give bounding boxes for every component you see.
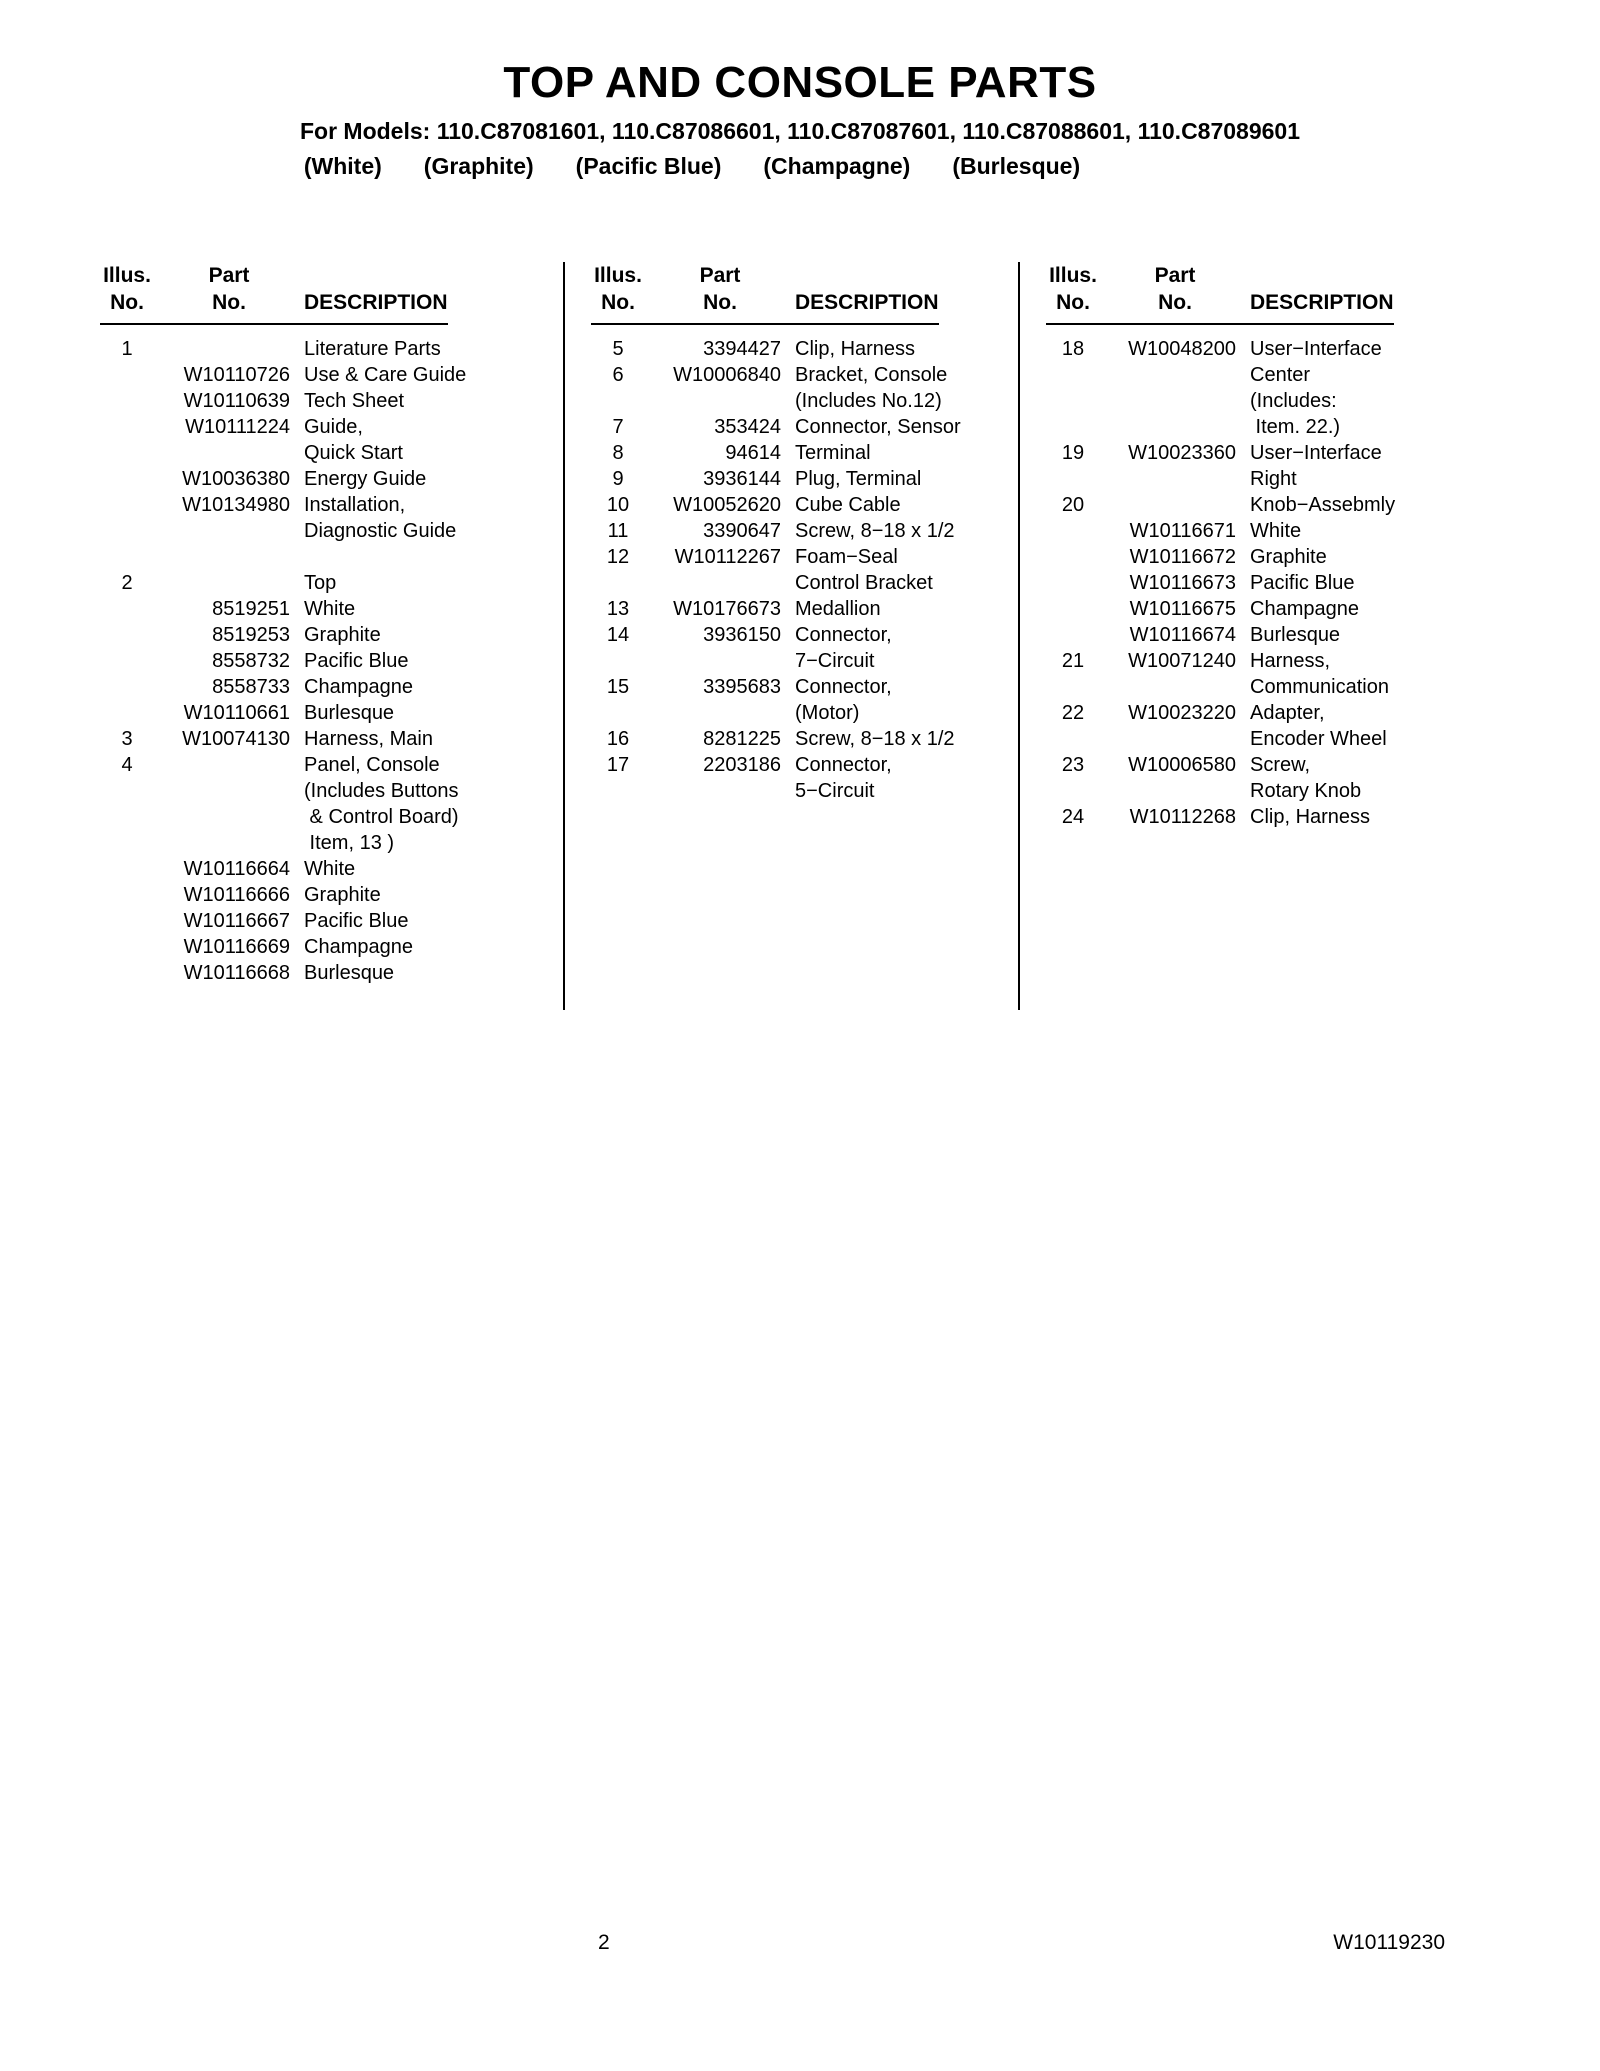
illus-no [100,960,154,986]
part-no-header-cell [1114,262,1236,316]
part-no: W10006840 [673,364,781,386]
illus-no [100,856,154,882]
description: Right [1250,468,1297,490]
table-row [100,752,563,778]
part-no: W10052620 [673,494,781,516]
illus-no [100,362,154,388]
description: Harness, [1250,650,1331,672]
illus-no-header: No. [601,291,635,314]
description: Connector, Sensor [795,416,961,438]
description: Graphite [304,624,381,646]
table-row [1046,388,1460,414]
part-no: W10116667 [183,910,290,932]
description: (Includes Buttons [304,780,459,802]
illus-no [100,596,154,622]
description: Adapter, [1250,702,1325,724]
part-no: W10006580 [1128,754,1236,776]
document-number: W10119230 [1333,1931,1445,1954]
parts-column [1020,262,1460,1010]
description: Bracket, Console [795,364,948,386]
description: & Control Board) [304,806,459,828]
part-no: W10116666 [183,884,290,906]
table-row [591,388,1018,414]
part-header: Part [208,264,250,287]
description: White [304,858,356,880]
description: Burlesque [304,962,395,984]
description: Pacific Blue [304,650,409,672]
table-row [1046,804,1460,830]
description: (Includes: [1250,390,1337,412]
illus-no [1046,622,1100,648]
illus-no-header: No. [1056,291,1090,314]
description: Foam−Seal [795,546,898,568]
description [304,544,563,570]
table-row [100,518,563,544]
part-no: W10116669 [183,936,290,958]
part-header: Part [699,264,741,287]
description-header: DESCRIPTION [1250,291,1394,314]
table-row [591,518,1018,544]
illus-no [591,778,645,804]
column-header [1046,262,1394,325]
part-no [1114,492,1236,518]
description: 5−Circuit [795,780,875,802]
part-no [659,778,781,804]
part-no-header-cell [168,262,290,316]
column-rows [1046,336,1460,830]
table-row [100,856,563,882]
illus-no: 2 [121,572,133,594]
part-no: W10112268 [1129,806,1236,828]
illus-no: 8 [612,442,624,464]
illus-no: 11 [607,520,629,542]
table-row [591,544,1018,570]
description: Champagne [304,676,413,698]
description: Screw, 8−18 x 1/2 [795,520,955,542]
part-no: W10023360 [1128,442,1236,464]
description: Connector, [795,676,892,698]
part-no-header-cell [659,262,781,316]
illus-no: 3 [121,728,133,750]
description: Center [1250,364,1311,386]
description: Burlesque [1250,624,1341,646]
document-header [0,58,1600,180]
table-row [100,414,563,440]
description-header: DESCRIPTION [795,291,939,314]
table-row [100,362,563,388]
description-header-cell [304,262,448,316]
illus-no: 18 [1061,338,1085,360]
description: User−Interface [1250,338,1382,360]
part-no: W10116674 [1129,624,1236,646]
illus-no [591,700,645,726]
part-no: 3394427 [703,338,781,360]
column-rows [100,336,563,986]
description: Graphite [304,884,381,906]
description-header-cell [795,262,939,316]
description: Installation, [304,494,406,516]
illus-no [591,648,645,674]
table-row [591,336,1018,362]
illus-no [1046,674,1100,700]
color-variant: (White) [303,153,382,179]
description: Champagne [1250,598,1359,620]
table-row [100,492,563,518]
description: Knob−Assebmly [1250,494,1396,516]
part-no [168,518,290,544]
description: Communication [1250,676,1389,698]
part-header: Part [1154,264,1196,287]
table-row [591,778,1018,804]
part-no: W10116664 [183,858,290,880]
part-no: W10116672 [1129,546,1236,568]
description: Use & Care Guide [304,364,467,386]
part-no [168,440,290,466]
illus-no: 7 [612,416,624,438]
part-no-header: No. [212,291,246,314]
parts-table [100,262,1460,1010]
illus-no [100,388,154,414]
part-no: W10111224 [185,416,290,438]
table-row [100,830,563,856]
illus-no [1046,518,1100,544]
description: Panel, Console [304,754,440,776]
illus-no-header-cell [591,262,645,316]
table-row [591,362,1018,388]
part-no: 353424 [714,416,781,438]
illus-no-header-cell [1046,262,1100,316]
part-no [168,336,290,362]
part-no-header: No. [1158,291,1192,314]
table-row [100,596,563,622]
illus-no: 14 [606,624,630,646]
illus-no [591,570,645,596]
table-row [591,596,1018,622]
illus-no: 6 [612,364,624,386]
part-no: 8558733 [212,676,290,698]
table-row [100,336,563,362]
table-row [100,388,563,414]
part-no [1114,388,1236,414]
part-no [168,752,290,778]
illus-no: 24 [1061,806,1085,828]
description: Connector, [795,624,892,646]
color-variant: (Graphite) [423,153,534,179]
description: Literature Parts [304,338,441,360]
illus-no [100,804,154,830]
illus-no: 19 [1061,442,1085,464]
models-line: For Models: 110.C87081601, 110.C87086601, 110.C87087601, 110.C87088601, 110.C87089601 [299,118,1301,144]
part-no [168,778,290,804]
illus-no [1046,726,1100,752]
description: Pacific Blue [1250,572,1355,594]
part-no: W10110639 [183,390,290,412]
illus-no [1046,544,1100,570]
description: Screw, 8−18 x 1/2 [795,728,955,750]
part-no: W10071240 [1128,650,1236,672]
part-no: 3936144 [703,468,781,490]
illus-no [100,882,154,908]
table-row [591,726,1018,752]
table-row [100,960,563,986]
illus-no-header: No. [110,291,144,314]
table-row [100,778,563,804]
part-no: W10116668 [183,962,290,984]
illus-no: 9 [612,468,624,490]
illus-no: 20 [1061,494,1085,516]
illus-no-header-cell [100,262,154,316]
part-no [659,700,781,726]
table-row [591,414,1018,440]
part-no: 8558732 [212,650,290,672]
table-row [1046,726,1460,752]
description: Clip, Harness [795,338,916,360]
table-row [1046,674,1460,700]
illus-no [1046,570,1100,596]
illus-no [100,492,154,518]
description: Top [304,572,337,594]
table-row [1046,466,1460,492]
illus-no [1046,414,1100,440]
description: (Motor) [795,702,860,724]
table-row [100,804,563,830]
page-title: TOP AND CONSOLE PARTS [503,58,1097,107]
table-row [591,492,1018,518]
description: User−Interface [1250,442,1382,464]
table-row [100,882,563,908]
description: Terminal [795,442,871,464]
illus-no [100,414,154,440]
part-no: W10048200 [1128,338,1236,360]
part-no: 2203186 [703,754,781,776]
illus-no [100,830,154,856]
color-variant: (Champagne) [763,153,911,179]
illus-no: 13 [606,598,630,620]
part-no [659,388,781,414]
part-no: W10074130 [182,728,290,750]
description: Quick Start [304,442,403,464]
table-row [1046,440,1460,466]
illus-no: 15 [606,676,630,698]
part-no: 8519251 [212,598,290,620]
table-row [1046,622,1460,648]
table-row [1046,778,1460,804]
illus-no [591,388,645,414]
description: Item, 13 ) [304,832,395,854]
illus-no [100,518,154,544]
illus-no [1046,362,1100,388]
description: Cube Cable [795,494,901,516]
description-header: DESCRIPTION [304,291,448,314]
table-row [591,648,1018,674]
part-no: W10023220 [1128,702,1236,724]
illus-no [100,934,154,960]
part-no: 8519253 [212,624,290,646]
part-no [1114,726,1236,752]
table-row [591,752,1018,778]
description: Clip, Harness [1250,806,1371,828]
table-row [591,674,1018,700]
part-no: W10110726 [183,364,290,386]
illus-no [1046,596,1100,622]
description: Connector, [795,754,892,776]
description: White [304,598,356,620]
column-header [591,262,939,325]
table-row [591,700,1018,726]
column-rows [591,336,1018,804]
part-no [1114,414,1236,440]
illus-no: 23 [1061,754,1085,776]
page-number: 2 [598,1931,610,1954]
part-no [168,570,290,596]
table-row [1046,544,1460,570]
illus-no [1046,778,1100,804]
table-row [100,466,563,492]
table-row [591,570,1018,596]
illus-no [100,622,154,648]
part-no [168,804,290,830]
description: Rotary Knob [1250,780,1362,802]
table-row [591,466,1018,492]
description: Screw, [1250,754,1311,776]
illus-no [100,648,154,674]
part-no: W10112267 [674,546,781,568]
table-row [1046,648,1460,674]
description: Energy Guide [304,468,427,490]
illus-no: 12 [606,546,630,568]
table-row [1046,414,1460,440]
part-no: 3390647 [703,520,781,542]
part-no: 8281225 [703,728,781,750]
part-no [168,830,290,856]
illus-no [100,674,154,700]
illus-no: 22 [1061,702,1085,724]
table-row [100,570,563,596]
table-row [591,440,1018,466]
description: 7−Circuit [795,650,875,672]
description: Diagnostic Guide [304,520,457,542]
table-row [100,700,563,726]
part-no: W10110661 [183,702,290,724]
color-variant: (Burlesque) [952,153,1081,179]
illus-no: 16 [606,728,630,750]
part-no [1114,466,1236,492]
part-no [1114,674,1236,700]
table-row [1046,362,1460,388]
description: (Includes No.12) [795,390,942,412]
part-no: 3936150 [703,624,781,646]
description: Champagne [304,936,413,958]
illus-no: 21 [1061,650,1085,672]
table-row [1046,518,1460,544]
table-row [100,622,563,648]
part-no: W10116673 [1129,572,1236,594]
description: Medallion [795,598,881,620]
description: Item. 22.) [1250,416,1341,438]
description: White [1250,520,1302,542]
spacer-row [100,544,563,570]
description: Harness, Main [304,728,433,750]
description: Pacific Blue [304,910,409,932]
description: Encoder Wheel [1250,728,1387,750]
illus-no [100,700,154,726]
illus-header: Illus. [1049,264,1097,287]
illus-no [1046,466,1100,492]
description: Control Bracket [795,572,933,594]
part-no: 3395683 [703,676,781,698]
description: Graphite [1250,546,1327,568]
color-variants [0,153,1492,180]
description: Plug, Terminal [795,468,922,490]
illus-no: 10 [606,494,630,516]
part-no-header: No. [703,291,737,314]
part-no: W10036380 [182,468,290,490]
table-row [1046,700,1460,726]
part-no [168,544,290,570]
part-no: W10116675 [1129,598,1236,620]
table-row [1046,336,1460,362]
illus-no [1046,388,1100,414]
illus-header: Illus. [594,264,642,287]
illus-no [100,908,154,934]
illus-no [100,544,154,570]
table-row [100,908,563,934]
part-no: 94614 [725,442,781,464]
illus-no: 5 [612,338,624,360]
color-variant: (Pacific Blue) [575,153,722,179]
illus-no: 1 [121,338,133,360]
table-row [100,674,563,700]
table-row [100,726,563,752]
parts-column [565,262,1020,1010]
part-no [659,648,781,674]
illus-no [100,778,154,804]
illus-no [100,440,154,466]
illus-no [100,466,154,492]
illus-header: Illus. [103,264,151,287]
part-no: W10176673 [673,598,781,620]
parts-column [100,262,565,1010]
table-row [100,648,563,674]
table-row [1046,492,1460,518]
part-no [659,570,781,596]
description-header-cell [1250,262,1394,316]
part-no: W10116671 [1129,520,1236,542]
description: Burlesque [304,702,395,724]
part-no [1114,362,1236,388]
illus-no: 17 [606,754,630,776]
part-no [1114,778,1236,804]
table-row [1046,752,1460,778]
part-no: W10134980 [182,494,290,516]
description: Tech Sheet [304,390,405,412]
table-row [1046,570,1460,596]
table-row [1046,596,1460,622]
table-row [591,622,1018,648]
table-row [100,440,563,466]
description: Guide, [304,416,363,438]
column-header [100,262,448,325]
illus-no: 4 [121,754,133,776]
table-row [100,934,563,960]
